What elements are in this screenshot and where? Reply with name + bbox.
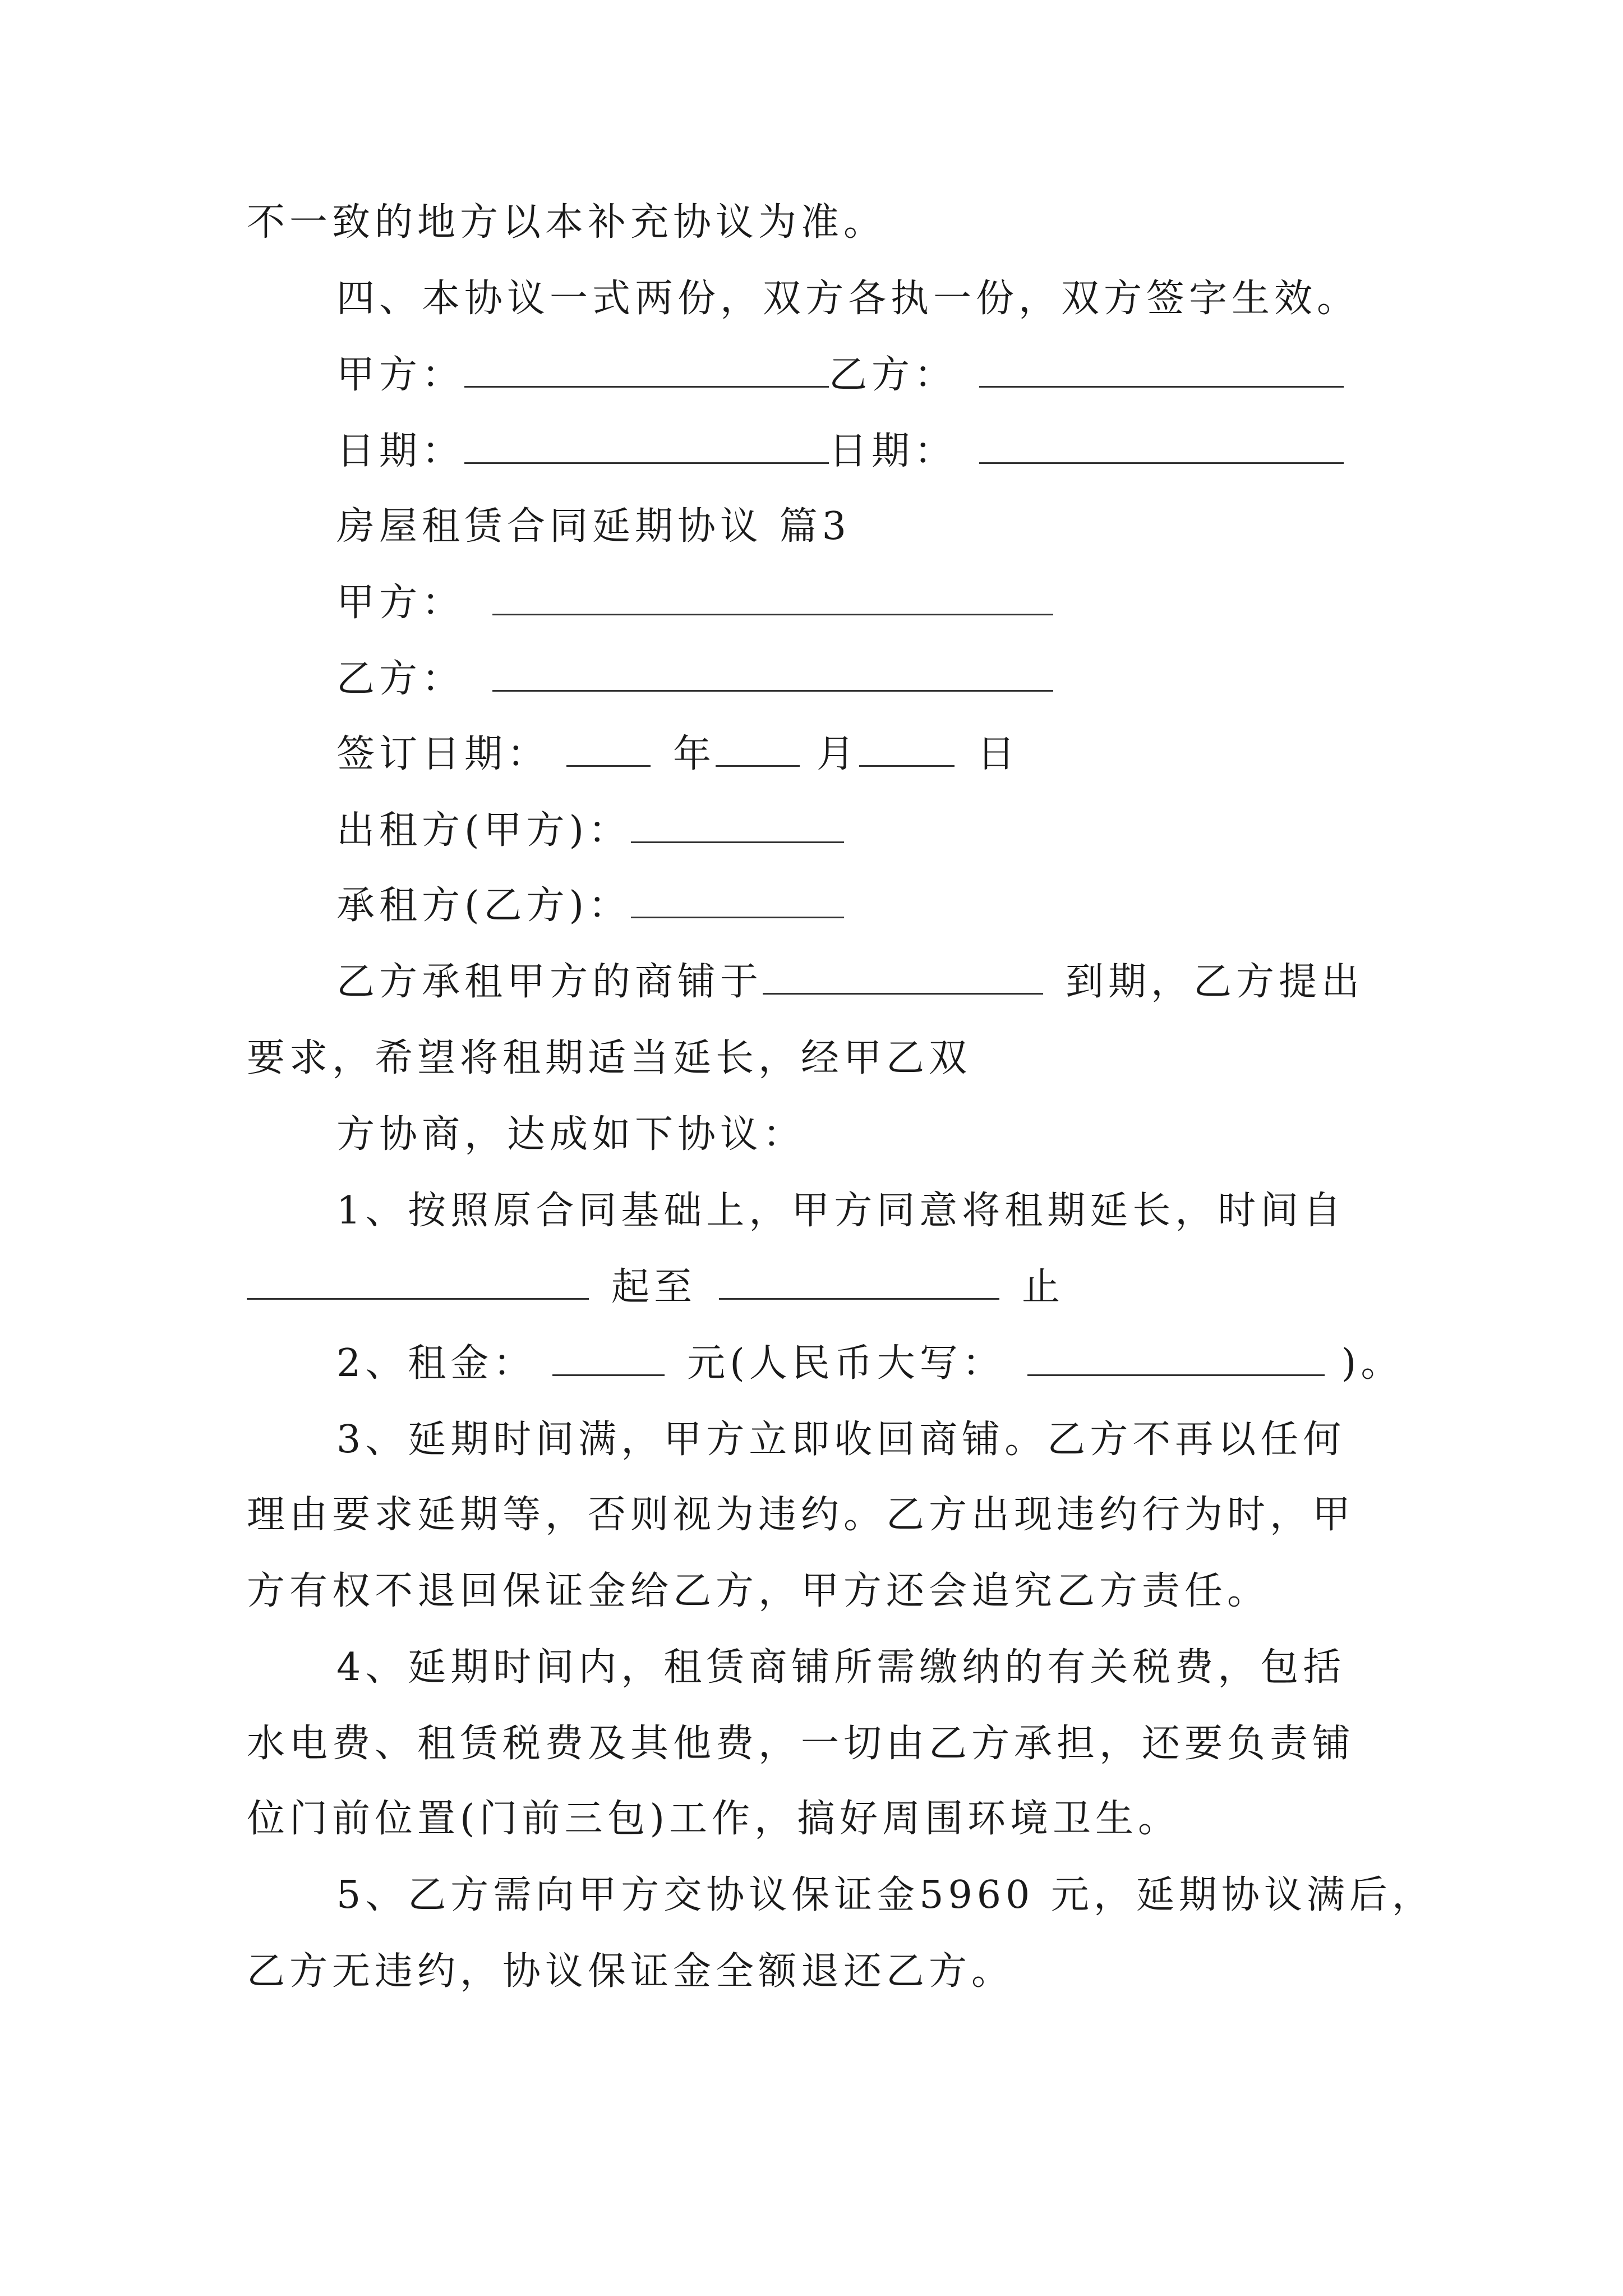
item-4-text: 4、延期时间内，租赁商铺所需缴纳的有关税费，包括 <box>336 1645 1346 1690</box>
party-b-label: 乙方： <box>829 353 957 397</box>
item-1-line-1 <box>336 1186 1345 1236</box>
party-b-blank <box>492 655 1053 692</box>
intro-text: 乙方承租甲方的商铺于 <box>336 960 763 1004</box>
extension-end-blank <box>719 1263 999 1300</box>
lessee-blank <box>631 882 844 918</box>
field-lessee <box>336 881 844 931</box>
lessor-label: 出租方(甲方)： <box>336 808 631 853</box>
date-b-blank <box>979 427 1344 464</box>
item-4-line-3 <box>247 1794 1181 1844</box>
item-3-text: 方有权不退回保证金给乙方，甲方还会追究乙方责任。 <box>247 1569 1270 1613</box>
intro-text: 到期，乙方提出 <box>1066 960 1364 1004</box>
item-2 <box>336 1338 1403 1389</box>
item-5-line-1 <box>336 1870 1435 1921</box>
intro-text: 要求，希望将租期适当延长，经甲乙双 <box>247 1036 972 1080</box>
item-4-line-2 <box>247 1719 1355 1769</box>
expiry-date-blank <box>763 958 1043 995</box>
item-4-text: 位门前位置(门前三包)工作，搞好周围环境卫生。 <box>247 1797 1181 1841</box>
date-a-blank <box>464 427 829 464</box>
rent-label: 2、租金： <box>336 1341 536 1386</box>
rent-amount-blank <box>552 1340 665 1376</box>
paragraph-continuation <box>247 197 886 248</box>
intro-text: 方协商，达成如下协议： <box>336 1112 806 1157</box>
intro-line-1 <box>336 957 1364 1007</box>
signature-row-parties <box>336 350 1344 401</box>
month-blank <box>716 730 800 767</box>
heading-text: 房屋租赁合同延期协议 篇3 <box>336 504 851 549</box>
party-b-label: 乙方： <box>336 657 465 701</box>
year-blank <box>566 730 651 767</box>
party-a-blank <box>492 579 1053 615</box>
rent-uppercase-blank <box>1027 1340 1325 1376</box>
field-party-a <box>336 578 1053 628</box>
party-a-label: 甲方： <box>336 581 465 625</box>
paragraph-text: 四、本协议一式两份，双方各执一份，双方签字生效。 <box>336 277 1360 321</box>
paragraph-copies-clause <box>336 274 1359 324</box>
lessor-blank <box>631 807 844 843</box>
from-label: 起至 <box>611 1265 697 1309</box>
item-3-line-3 <box>247 1566 1270 1617</box>
field-lessor <box>336 806 844 856</box>
lessee-label: 承租方(乙方)： <box>336 884 631 928</box>
paragraph-text: 不一致的地方以本补充协议为准。 <box>247 200 887 245</box>
field-party-b <box>336 654 1053 705</box>
rent-uppercase-label: 元(人民币大写： <box>687 1341 1005 1386</box>
item-3-line-1 <box>336 1415 1345 1465</box>
day-label: 日 <box>977 732 1020 776</box>
intro-line-3 <box>336 1110 805 1160</box>
party-a-label: 甲方： <box>336 353 465 397</box>
item-5-text: 乙方无违约，协议保证金全额退还乙方。 <box>247 1949 1015 1994</box>
field-sign-date <box>336 729 1020 780</box>
item-4-line-1 <box>336 1642 1345 1693</box>
item-3-text: 3、延期时间满，甲方立即收回商铺。乙方不再以任何 <box>336 1418 1346 1462</box>
intro-line-2 <box>247 1033 971 1084</box>
item-3-line-2 <box>247 1490 1355 1540</box>
date-b-label: 日期： <box>829 429 957 473</box>
party-a-blank <box>464 351 829 388</box>
item-5-text: 5、乙方需向甲方交协议保证金5960 元，延期协议满后， <box>336 1873 1435 1917</box>
extension-start-blank <box>247 1263 589 1300</box>
item-3-text: 理由要求延期等，否则视为违约。乙方出现违约行为时，甲 <box>247 1493 1355 1537</box>
item-4-text: 水电费、租赁税费及其他费，一切由乙方承担，还要负责铺 <box>247 1722 1355 1766</box>
to-label: 止 <box>1022 1265 1065 1309</box>
rent-suffix: )。 <box>1341 1341 1404 1386</box>
item-1-line-2 <box>247 1262 1064 1313</box>
sign-date-label: 签订日期： <box>336 732 550 776</box>
section-heading <box>336 501 851 552</box>
signature-row-dates <box>336 426 1344 477</box>
day-blank <box>859 730 955 767</box>
item-1-text: 1、按照原合同基础上，甲方同意将租期延长，时间自 <box>336 1189 1346 1233</box>
year-label: 年 <box>673 732 716 776</box>
date-a-label: 日期： <box>336 429 465 473</box>
item-5-line-2 <box>247 1947 1014 1997</box>
month-label: 月 <box>817 732 860 776</box>
party-b-blank <box>979 351 1344 388</box>
